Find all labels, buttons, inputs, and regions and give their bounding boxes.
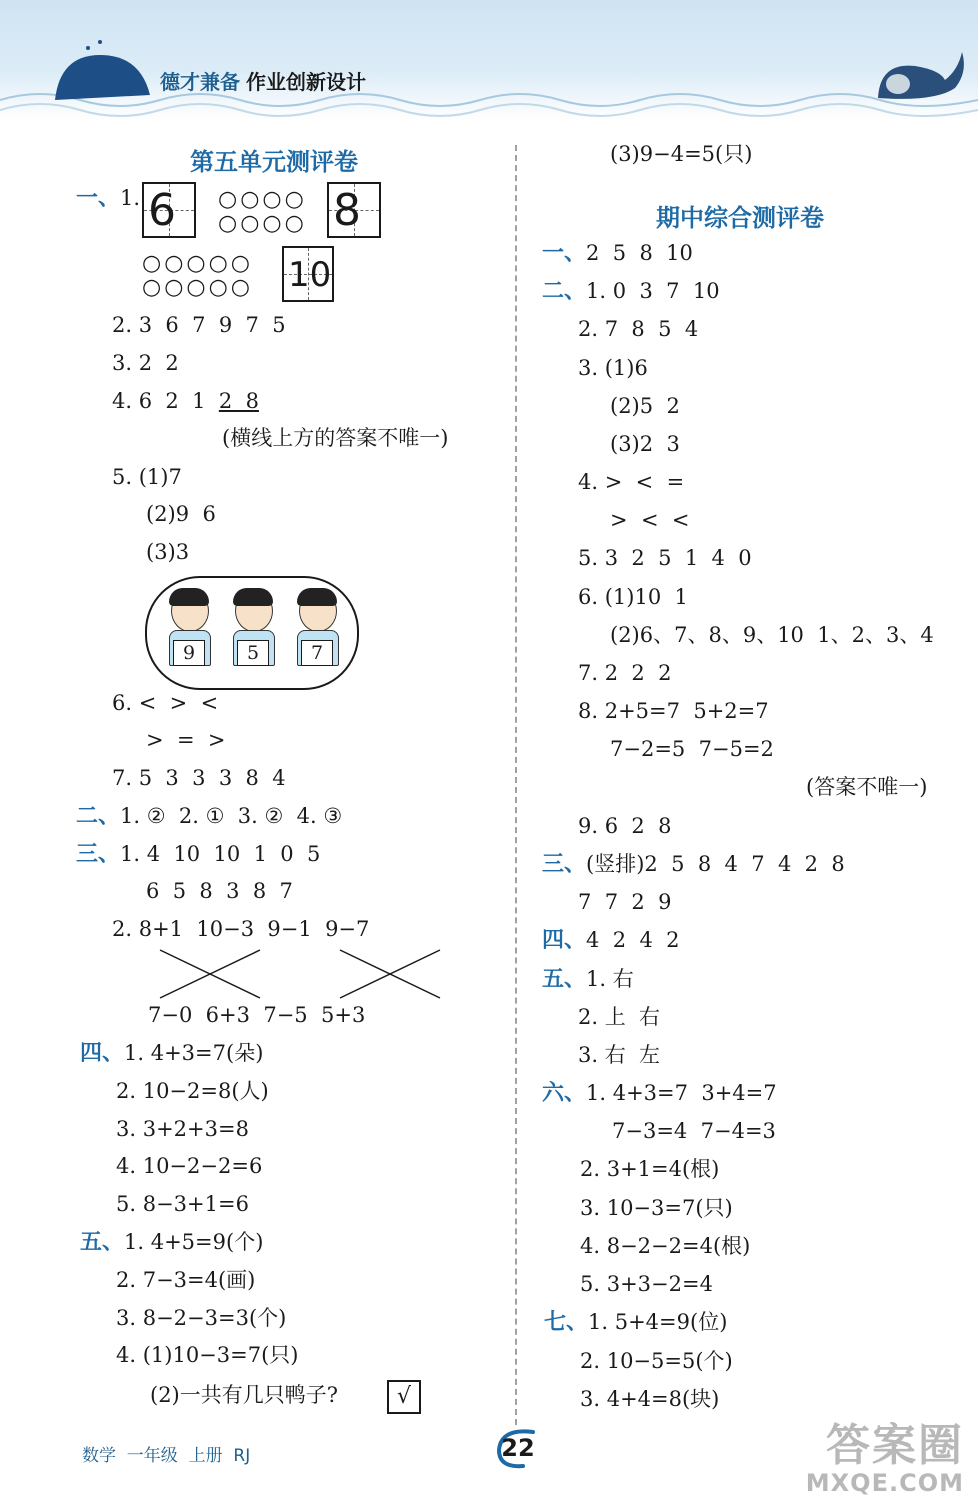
section-number: 一、 bbox=[76, 186, 121, 211]
left-s5-3: 3. 8−2−3=3(个) bbox=[116, 1306, 287, 1330]
right-r2-row bbox=[542, 277, 720, 306]
left-s5-4: 4. (1)10−3=7(只) bbox=[116, 1343, 299, 1367]
section-number: 二、 bbox=[76, 804, 121, 829]
right-r4-row bbox=[542, 926, 680, 955]
left-q6a: 6. < > < bbox=[112, 691, 219, 715]
section-number: 五、 bbox=[542, 967, 587, 992]
column-divider bbox=[515, 145, 517, 1425]
section-number: 五、 bbox=[80, 1230, 125, 1255]
q4-underlined: 2 8 bbox=[218, 389, 259, 413]
left-s3-2a: 2. 8+1 10−3 9−1 9−7 bbox=[112, 917, 370, 941]
left-s5-row bbox=[80, 1228, 263, 1257]
left-s5-4b: (2)一共有几只鸭子? bbox=[150, 1383, 339, 1407]
kid-figure bbox=[229, 590, 277, 670]
whale-icon bbox=[55, 40, 150, 100]
left-q5b: (2)9 6 bbox=[146, 502, 216, 526]
left-q3: 3. 2 2 bbox=[112, 351, 179, 375]
watermark-title: 答案圈 bbox=[826, 1420, 964, 1471]
s2-text: 1. ② 2. ① 3. ② 4. ③ bbox=[120, 804, 343, 828]
right-r6-5: 5. 3+3−2=4 bbox=[580, 1272, 713, 1296]
header-banner bbox=[0, 0, 978, 120]
kid-card: 7 bbox=[301, 640, 333, 666]
right-r2-9: 9. 6 2 8 bbox=[578, 814, 672, 838]
check-mark-box: √ bbox=[387, 1380, 421, 1414]
r2-text: 1. 0 3 7 10 bbox=[586, 279, 720, 303]
banner-art bbox=[0, 0, 978, 120]
right-r2-4a: 4. > < = bbox=[578, 470, 685, 494]
right-r6-4: 4. 8−2−2=4(根) bbox=[580, 1234, 751, 1258]
left-section-title: 第五单元测评卷 bbox=[190, 148, 358, 176]
brand-name: 德才兼备 bbox=[160, 70, 240, 94]
brand-subtitle: 作业创新设计 bbox=[246, 70, 366, 94]
left-s4-2: 2. 10−2=8(人) bbox=[116, 1079, 269, 1103]
left-q4 bbox=[112, 387, 259, 415]
brand-title bbox=[160, 66, 366, 95]
left-s4-4: 4. 10−2−2=6 bbox=[116, 1154, 263, 1178]
left-q4-note: (横线上方的答案不唯一) bbox=[222, 426, 449, 450]
right-r5-2: 2. 上 右 bbox=[578, 1005, 661, 1029]
right-r5-3: 3. 右 左 bbox=[578, 1043, 661, 1067]
right-r2-4b: > < < bbox=[610, 508, 690, 532]
right-r2-6a: 6. (1)10 1 bbox=[578, 585, 688, 609]
r4-text: 4 2 4 2 bbox=[586, 928, 680, 952]
watermark bbox=[774, 1422, 964, 1502]
right-r2-8a: 8. 2+5=7 5+2=7 bbox=[578, 699, 769, 723]
left-s3-1b: 6 5 8 3 8 7 bbox=[146, 879, 293, 903]
left-q2: 2. 3 6 7 9 7 5 bbox=[112, 313, 286, 337]
kid-figure bbox=[165, 590, 213, 670]
left-s5-2: 2. 7−3=4(画) bbox=[116, 1268, 256, 1292]
left-q7: 7. 5 3 3 3 8 4 bbox=[112, 766, 286, 790]
right-r6-2: 2. 3+1=4(根) bbox=[580, 1157, 720, 1181]
section-number: 三、 bbox=[76, 842, 121, 867]
right-r2-3a: 3. (1)6 bbox=[578, 356, 648, 380]
right-r2-8b: 7−2=5 7−5=2 bbox=[610, 737, 774, 761]
s5-text: 1. 4+5=9(个) bbox=[124, 1230, 264, 1254]
s4-text: 1. 4+3=7(朵) bbox=[124, 1041, 264, 1065]
section-number: 四、 bbox=[542, 928, 587, 953]
right-r2-2: 2. 7 8 5 4 bbox=[578, 317, 699, 341]
right-r3-b: 7 7 2 9 bbox=[578, 890, 672, 914]
section-number: 七、 bbox=[544, 1310, 589, 1335]
kid-figure bbox=[293, 590, 341, 670]
right-r3-row bbox=[542, 850, 845, 879]
left-s3-row bbox=[76, 840, 320, 869]
left-s4-5: 5. 8−3+1=6 bbox=[116, 1192, 249, 1216]
r1-text: 2 5 8 10 bbox=[586, 241, 693, 265]
section-number: 一、 bbox=[542, 241, 587, 266]
item-number: 1. bbox=[120, 186, 141, 210]
circle-group-a: ○○○○ ○○○○ bbox=[218, 187, 307, 236]
r5-text: 1. 右 bbox=[586, 967, 634, 991]
right-r2-3b: (2)5 2 bbox=[610, 394, 680, 418]
writing-box-1 bbox=[142, 182, 196, 238]
left-q5c: (3)3 bbox=[146, 540, 190, 564]
whale-icon bbox=[878, 52, 964, 99]
right-r2-7: 7. 2 2 2 bbox=[578, 661, 672, 685]
kid-card: 5 bbox=[237, 640, 269, 666]
left-s1-row bbox=[76, 184, 140, 213]
writing-box-2 bbox=[327, 182, 381, 238]
r6-text: 1. 4+3=7 3+4=7 bbox=[586, 1081, 777, 1105]
right-r2-8note: (答案不唯一) bbox=[806, 775, 928, 799]
box-digit: 6 bbox=[148, 185, 176, 236]
section-number: 二、 bbox=[542, 279, 587, 304]
left-q5a: 5. (1)7 bbox=[112, 465, 182, 489]
right-r7-2: 2. 10−5=5(个) bbox=[580, 1349, 733, 1373]
circle-group-b: ○○○○○ ○○○○○ bbox=[142, 251, 253, 300]
section-number: 六、 bbox=[542, 1081, 587, 1106]
right-top-line: (3)9−4=5(只) bbox=[610, 142, 753, 166]
right-r1-row bbox=[542, 239, 693, 268]
r7-text: 1. 5+4=9(位) bbox=[588, 1310, 728, 1334]
right-r7-3: 3. 4+4=8(块) bbox=[580, 1387, 720, 1411]
section-number: 三、 bbox=[542, 852, 587, 877]
r3-text: (竖排)2 5 8 4 7 4 2 8 bbox=[586, 852, 845, 876]
left-s3-2b: 7−0 6+3 7−5 5+3 bbox=[148, 1003, 366, 1027]
right-r2-5: 5. 3 2 5 1 4 0 bbox=[578, 546, 752, 570]
box-digit: 8 bbox=[333, 185, 361, 236]
right-r7-row bbox=[544, 1308, 727, 1337]
q4-text: 4. 6 2 1 bbox=[112, 389, 219, 413]
left-s4-3: 3. 3+2+3=8 bbox=[116, 1117, 249, 1141]
kids-illustration bbox=[145, 576, 359, 690]
box-digit: 10 bbox=[288, 255, 332, 295]
section-number: 四、 bbox=[80, 1041, 125, 1066]
crossing-lines-icon bbox=[140, 946, 480, 1002]
right-r5-row bbox=[542, 965, 634, 994]
watermark-url: MXQE.COM bbox=[805, 1469, 964, 1497]
right-section-title: 期中综合测评卷 bbox=[656, 204, 824, 232]
page-number-text: 22 bbox=[501, 1434, 535, 1462]
right-r2-3c: (3)2 3 bbox=[610, 432, 680, 456]
left-s2-row bbox=[76, 802, 342, 831]
left-q6b: > = > bbox=[146, 728, 226, 752]
writing-box-3 bbox=[282, 246, 334, 302]
page-number bbox=[493, 1426, 543, 1470]
right-r2-6b: (2)6、7、8、9、10 1、2、3、4 bbox=[610, 623, 934, 647]
right-r6-3: 3. 10−3=7(只) bbox=[580, 1196, 733, 1220]
right-r6-row bbox=[542, 1079, 777, 1108]
right-r6-1b: 7−3=4 7−4=3 bbox=[612, 1119, 776, 1143]
left-s4-row bbox=[80, 1039, 263, 1068]
footer-book-info: 数学 一年级 上册 RJ bbox=[82, 1446, 251, 1466]
s3-text: 1. 4 10 10 1 0 5 bbox=[120, 842, 321, 866]
kid-card: 9 bbox=[173, 640, 205, 666]
